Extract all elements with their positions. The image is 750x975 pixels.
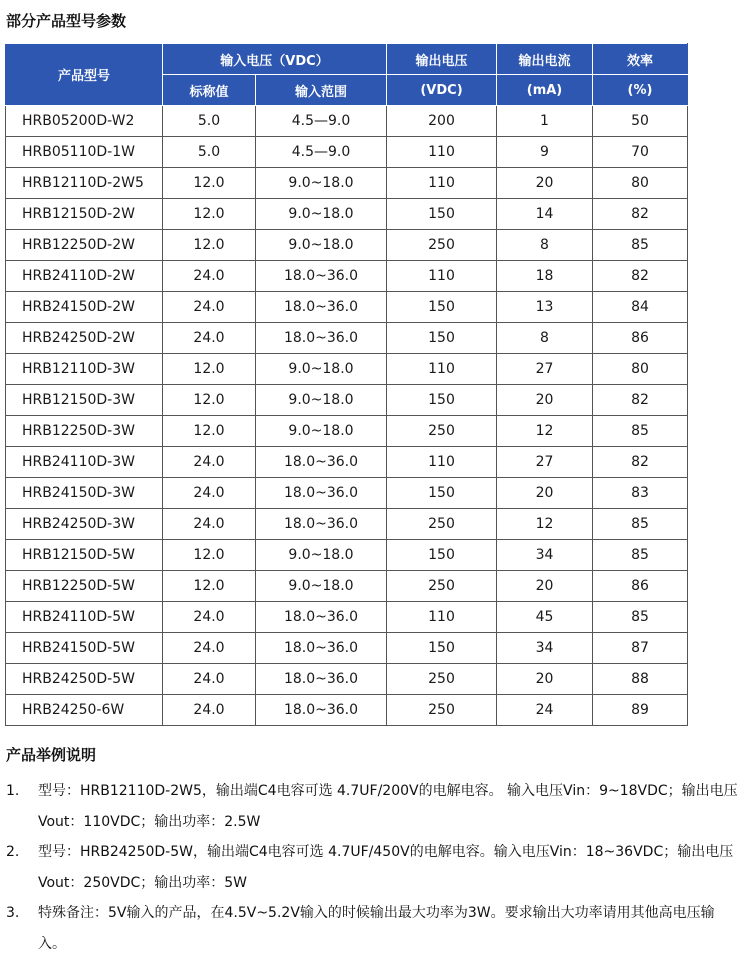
cell-efficiency: 80 (593, 354, 688, 385)
cell-nominal: 24.0 (163, 695, 256, 726)
cell-efficiency: 87 (593, 633, 688, 664)
cell-efficiency: 89 (593, 695, 688, 726)
cell-range: 18.0~36.0 (256, 261, 387, 292)
header-output-current: 输出电流 (497, 44, 593, 75)
cell-efficiency: 70 (593, 137, 688, 168)
cell-range: 18.0~36.0 (256, 447, 387, 478)
cell-model: HRB24250-6W (6, 695, 163, 726)
cell-model: HRB24110D-2W (6, 261, 163, 292)
cell-range: 18.0~36.0 (256, 292, 387, 323)
section-title-examples: 产品举例说明 (6, 746, 97, 764)
cell-nominal: 12.0 (163, 354, 256, 385)
cell-output-current: 34 (497, 633, 593, 664)
header-efficiency-unit: (%) (593, 75, 688, 106)
cell-output-current: 18 (497, 261, 593, 292)
table-row (6, 571, 688, 602)
cell-efficiency: 86 (593, 323, 688, 354)
cell-range: 9.0~18.0 (256, 416, 387, 447)
cell-range: 18.0~36.0 (256, 633, 387, 664)
cell-nominal: 12.0 (163, 199, 256, 230)
cell-model: HRB24250D-2W (6, 323, 163, 354)
cell-range: 18.0~36.0 (256, 509, 387, 540)
cell-range: 9.0~18.0 (256, 571, 387, 602)
cell-nominal: 5.0 (163, 137, 256, 168)
cell-output-voltage: 200 (387, 106, 497, 137)
cell-efficiency: 82 (593, 261, 688, 292)
cell-output-voltage: 150 (387, 323, 497, 354)
cell-efficiency: 82 (593, 447, 688, 478)
cell-model: HRB24150D-5W (6, 633, 163, 664)
cell-output-current: 20 (497, 168, 593, 199)
cell-nominal: 24.0 (163, 509, 256, 540)
table-row (6, 385, 688, 416)
cell-model: HRB12150D-2W (6, 199, 163, 230)
cell-efficiency: 82 (593, 385, 688, 416)
table-row (6, 168, 688, 199)
cell-output-current: 12 (497, 509, 593, 540)
cell-output-voltage: 110 (387, 137, 497, 168)
example-item (6, 898, 741, 959)
cell-nominal: 12.0 (163, 540, 256, 571)
table-row (6, 323, 688, 354)
cell-output-voltage: 250 (387, 571, 497, 602)
cell-nominal: 24.0 (163, 323, 256, 354)
cell-range: 9.0~18.0 (256, 168, 387, 199)
cell-output-voltage: 150 (387, 478, 497, 509)
table-row (6, 230, 688, 261)
table-row (6, 633, 688, 664)
cell-output-current: 27 (497, 354, 593, 385)
cell-model: HRB24110D-3W (6, 447, 163, 478)
cell-efficiency: 85 (593, 602, 688, 633)
example-number: 2. (6, 844, 20, 860)
cell-output-current: 34 (497, 540, 593, 571)
example-text: 特殊备注：5V输入的产品，在4.5V~5.2V输入的时候输出最大功率为3W。要求输出大功率请用其他高电压输入。 (38, 905, 715, 952)
cell-nominal: 24.0 (163, 292, 256, 323)
table-row (6, 261, 688, 292)
cell-range: 18.0~36.0 (256, 478, 387, 509)
cell-output-current: 8 (497, 230, 593, 261)
cell-output-current: 20 (497, 571, 593, 602)
header-input-voltage: 输入电压（VDC） (163, 44, 387, 75)
cell-range: 9.0~18.0 (256, 385, 387, 416)
table-row (6, 602, 688, 633)
cell-efficiency: 83 (593, 478, 688, 509)
table-row (6, 199, 688, 230)
example-item (6, 837, 741, 898)
example-item (6, 776, 741, 837)
table-row (6, 509, 688, 540)
table-row (6, 695, 688, 726)
example-text: 型号：HRB24250D-5W，输出端C4电容可选 4.7UF/450V的电解电容。输入电压Vin：18~36VDC；输出电压Vout：250VDC；输出功率：5W (38, 844, 734, 891)
cell-nominal: 12.0 (163, 385, 256, 416)
table-row (6, 664, 688, 695)
cell-output-current: 14 (497, 199, 593, 230)
header-efficiency: 效率 (593, 44, 688, 75)
cell-efficiency: 85 (593, 509, 688, 540)
header-output-voltage-unit: (VDC) (387, 75, 497, 106)
cell-range: 9.0~18.0 (256, 199, 387, 230)
example-text: 型号：HRB12110D-2W5，输出端C4电容可选 4.7UF/200V的电解电容。 输入电压Vin：9~18VDC；输出电压Vout：110VDC；输出功率：2.5W (38, 783, 738, 830)
table-row (6, 292, 688, 323)
cell-efficiency: 82 (593, 199, 688, 230)
cell-model: HRB12250D-5W (6, 571, 163, 602)
cell-output-current: 24 (497, 695, 593, 726)
header-model: 产品型号 (6, 44, 163, 106)
cell-output-voltage: 250 (387, 695, 497, 726)
table-row (6, 416, 688, 447)
cell-output-voltage: 110 (387, 447, 497, 478)
cell-nominal: 24.0 (163, 478, 256, 509)
cell-output-current: 45 (497, 602, 593, 633)
cell-output-voltage: 110 (387, 354, 497, 385)
cell-output-voltage: 250 (387, 509, 497, 540)
cell-output-current: 12 (497, 416, 593, 447)
cell-model: HRB24250D-3W (6, 509, 163, 540)
cell-model: HRB12250D-2W (6, 230, 163, 261)
cell-model: HRB24110D-5W (6, 602, 163, 633)
table-row (6, 137, 688, 168)
header-range: 输入范围 (256, 75, 387, 106)
header-output-current-unit: (mA) (497, 75, 593, 106)
cell-output-voltage: 250 (387, 416, 497, 447)
cell-model: HRB05110D-1W (6, 137, 163, 168)
cell-nominal: 24.0 (163, 602, 256, 633)
example-number: 1. (6, 783, 20, 799)
cell-range: 18.0~36.0 (256, 664, 387, 695)
cell-efficiency: 85 (593, 416, 688, 447)
cell-range: 18.0~36.0 (256, 323, 387, 354)
cell-model: HRB24150D-2W (6, 292, 163, 323)
cell-range: 9.0~18.0 (256, 540, 387, 571)
cell-efficiency: 85 (593, 540, 688, 571)
cell-output-voltage: 150 (387, 633, 497, 664)
table-row (6, 354, 688, 385)
cell-efficiency: 80 (593, 168, 688, 199)
cell-range: 4.5—9.0 (256, 106, 387, 137)
cell-efficiency: 86 (593, 571, 688, 602)
spec-table-body (6, 106, 688, 726)
cell-nominal: 24.0 (163, 447, 256, 478)
cell-output-voltage: 110 (387, 602, 497, 633)
cell-nominal: 12.0 (163, 416, 256, 447)
cell-efficiency: 50 (593, 106, 688, 137)
header-nominal: 标称值 (163, 75, 256, 106)
cell-output-current: 20 (497, 385, 593, 416)
cell-nominal: 5.0 (163, 106, 256, 137)
cell-nominal: 12.0 (163, 230, 256, 261)
cell-range: 4.5—9.0 (256, 137, 387, 168)
cell-model: HRB12150D-3W (6, 385, 163, 416)
cell-model: HRB12110D-3W (6, 354, 163, 385)
cell-nominal: 24.0 (163, 664, 256, 695)
table-row (6, 447, 688, 478)
header-output-voltage: 输出电压 (387, 44, 497, 75)
cell-output-current: 20 (497, 664, 593, 695)
cell-output-current: 9 (497, 137, 593, 168)
cell-output-voltage: 150 (387, 292, 497, 323)
cell-output-voltage: 110 (387, 168, 497, 199)
cell-model: HRB24250D-5W (6, 664, 163, 695)
cell-nominal: 12.0 (163, 571, 256, 602)
cell-efficiency: 84 (593, 292, 688, 323)
example-number: 3. (6, 905, 20, 921)
cell-output-voltage: 150 (387, 540, 497, 571)
cell-nominal: 12.0 (163, 168, 256, 199)
cell-model: HRB12250D-3W (6, 416, 163, 447)
cell-output-current: 27 (497, 447, 593, 478)
cell-output-voltage: 150 (387, 385, 497, 416)
table-row (6, 478, 688, 509)
cell-efficiency: 85 (593, 230, 688, 261)
cell-output-voltage: 150 (387, 199, 497, 230)
cell-model: HRB12110D-2W5 (6, 168, 163, 199)
cell-output-current: 1 (497, 106, 593, 137)
cell-output-current: 8 (497, 323, 593, 354)
cell-nominal: 24.0 (163, 633, 256, 664)
cell-output-voltage: 250 (387, 664, 497, 695)
cell-output-current: 13 (497, 292, 593, 323)
cell-range: 9.0~18.0 (256, 354, 387, 385)
cell-output-voltage: 110 (387, 261, 497, 292)
examples-list (6, 776, 741, 959)
section-title-specs: 部分产品型号参数 (6, 12, 127, 30)
cell-output-current: 20 (497, 478, 593, 509)
cell-range: 18.0~36.0 (256, 602, 387, 633)
cell-efficiency: 88 (593, 664, 688, 695)
cell-nominal: 24.0 (163, 261, 256, 292)
table-row (6, 106, 688, 137)
spec-table (5, 43, 688, 726)
table-row (6, 540, 688, 571)
cell-model: HRB24150D-3W (6, 478, 163, 509)
cell-model: HRB05200D-W2 (6, 106, 163, 137)
cell-output-voltage: 250 (387, 230, 497, 261)
cell-range: 18.0~36.0 (256, 695, 387, 726)
cell-range: 9.0~18.0 (256, 230, 387, 261)
cell-model: HRB12150D-5W (6, 540, 163, 571)
